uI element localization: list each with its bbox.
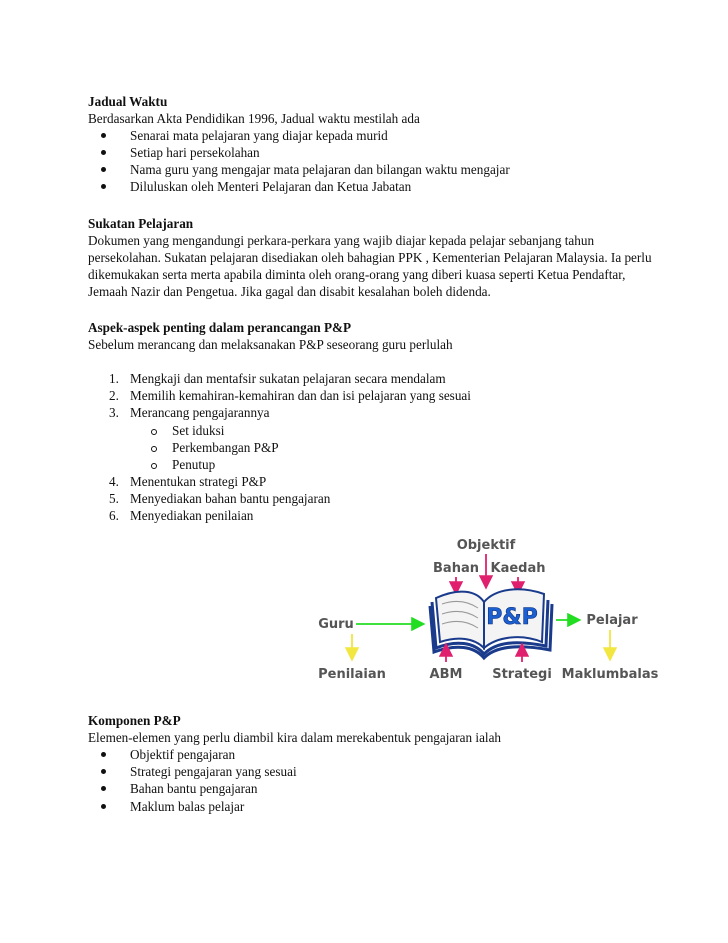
label-penilaian: Penilaian: [318, 667, 386, 683]
label-bahan: Bahan: [433, 561, 479, 577]
sub-list-item: Perkembangan P&P: [88, 439, 708, 456]
label-pelajar: Pelajar: [586, 613, 638, 629]
list-item: Senarai mata pelajaran yang diajar kepada murid: [88, 127, 708, 144]
step-number: 4.: [109, 473, 119, 489]
list-item: [88, 404, 708, 472]
step-text: Menyediakan penilaian: [130, 507, 254, 523]
aspek-substeps: [130, 422, 708, 473]
jadual-intro: Berdasarkan Akta Pendidikan 1996, Jadual waktu mestilah ada: [88, 111, 420, 127]
list-item: Setiap hari persekolahan: [88, 144, 708, 161]
aspek-steps: [88, 370, 708, 524]
list-item: Nama guru yang mengajar mata pelajaran dan bilangan waktu mengajar: [88, 161, 708, 178]
pnp-diagram: [88, 530, 708, 690]
label-kaedah: Kaedah: [490, 561, 546, 577]
section-jadual-waktu: [88, 93, 708, 196]
list-item: [88, 473, 708, 490]
list-item: [88, 387, 708, 404]
heading-aspek-penting: Aspek-aspek penting dalam perancangan P&P: [88, 320, 352, 336]
label-guru: Guru: [318, 617, 354, 633]
sukatan-line: Dokumen yang mengandungi perkara-perkara yang wajib diajar kepada pelajar sebanjang tahun: [88, 232, 595, 248]
section-aspek-penting: [88, 319, 708, 524]
aspek-intro: Sebelum merancang dan melaksanakan P&P seseorang guru perlulah: [88, 337, 453, 353]
list-item: Objektif pengajaran: [88, 746, 708, 763]
pnp-diagram-figure: [226, 530, 659, 690]
step-number: 3.: [109, 405, 119, 421]
step-number: 6.: [109, 507, 119, 523]
sukatan-line: dikemukakan serta merta apabila diminta oleh orang-orang yang diberi kuasa seperti Ketua Pendaftar,: [88, 266, 626, 282]
heading-sukatan-pelajaran: Sukatan Pelajaran: [88, 215, 194, 231]
section-sukatan-pelajaran: [88, 215, 708, 300]
label-maklumbalas: Maklumbalas: [561, 667, 659, 683]
step-number: 2.: [109, 388, 119, 404]
label-abm: ABM: [429, 667, 463, 683]
list-item: [88, 507, 708, 524]
label-objektif: Objektif: [456, 538, 516, 554]
label-strategi: Strategi: [492, 667, 552, 683]
heading-komponen: Komponen P&P: [88, 713, 181, 729]
list-item: Strategi pengajaran yang sesuai: [88, 763, 708, 780]
sub-list-item: Penutup: [88, 456, 708, 473]
step-number: 5.: [109, 490, 119, 506]
list-item: [88, 370, 708, 387]
step-text: Menentukan strategi P&P: [130, 473, 267, 489]
step-text: Menyediakan bahan bantu pengajaran: [130, 490, 331, 506]
document-page: [88, 93, 708, 815]
jadual-list: [88, 127, 708, 195]
list-item: [88, 490, 708, 507]
list-item: Diluluskan oleh Menteri Pelajaran dan Ketua Jabatan: [88, 178, 708, 195]
step-text: Memilih kemahiran-kemahiran dan dan isi pelajaran yang sesuai: [130, 388, 471, 404]
step-number: 1.: [109, 371, 119, 387]
komponen-list: [88, 746, 708, 814]
list-item: Maklum balas pelajar: [88, 798, 708, 815]
section-komponen: [88, 712, 708, 815]
list-item: Bahan bantu pengajaran: [88, 780, 708, 797]
sukatan-line: Jemaah Nazir dan Pengetua. Jika gagal dan disabit kesalahan boleh didenda.: [88, 283, 491, 299]
sukatan-line: persekolahan. Sukatan pelajaran disediakan oleh bahagian PPK , Kementerian Pelajaran Malaysia. Ia perlu: [88, 249, 652, 265]
komponen-intro: Elemen-elemen yang perlu diambil kira dalam merekabentuk pengajaran ialah: [88, 730, 502, 746]
label-pnp-center: P&P: [486, 605, 538, 631]
step-text: Mengkaji dan mentafsir sukatan pelajaran secara mendalam: [130, 371, 446, 387]
sub-list-item: Set iduksi: [88, 422, 708, 439]
step-text: Merancang pengajarannya: [130, 405, 270, 421]
heading-jadual-waktu: Jadual Waktu: [88, 94, 168, 109]
